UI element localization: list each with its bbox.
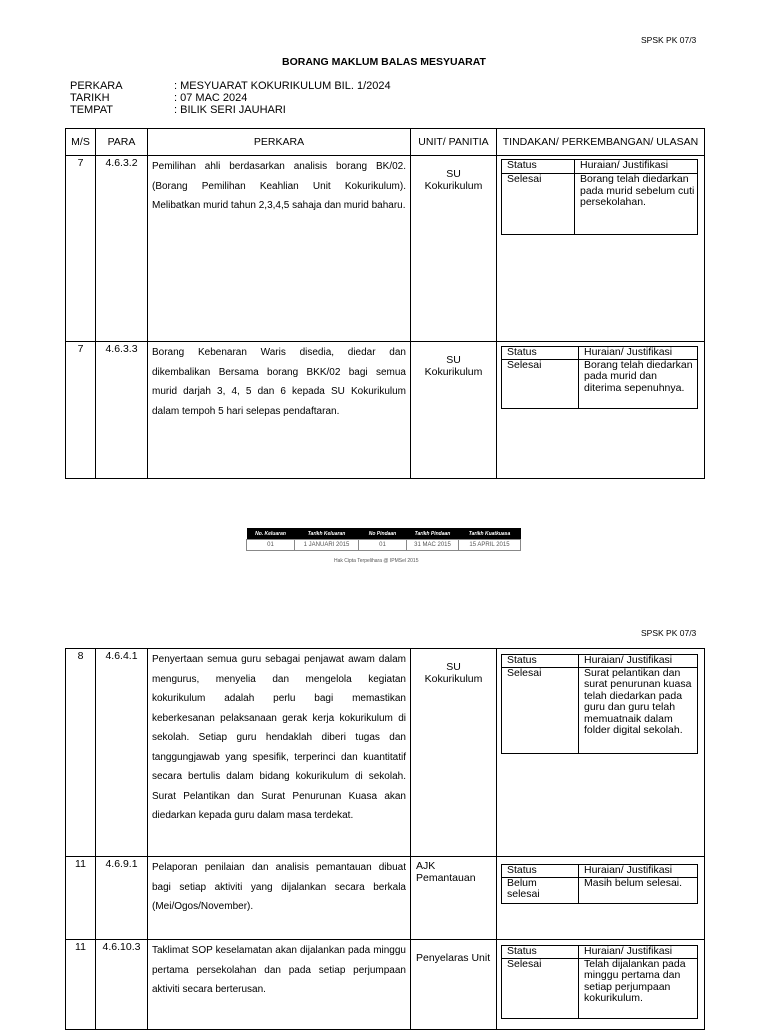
table-row — [66, 649, 705, 857]
table-header-row — [66, 129, 705, 156]
footer-value: 15 APRIL 2015 — [459, 540, 521, 551]
huraian-header: Huraian/ Justifikasi — [579, 655, 698, 668]
footer-value: 31 MAC 2015 — [407, 540, 459, 551]
row-perkara: Taklimat SOP keselamatan akan dijalankan pada minggu pertama persekolahan dan pada setiap perjumpaan aktiviti secara berterusan. — [148, 940, 411, 1030]
table-row — [66, 342, 705, 479]
unit-line: Kokurikulum — [424, 180, 483, 192]
footer-header: Tarikh Keluaran — [295, 528, 359, 540]
status-table — [501, 864, 698, 904]
header-tindakan: TINDAKAN/ PERKEMBANGAN/ ULASAN — [497, 129, 705, 156]
row-unit — [411, 342, 497, 479]
footer-header: No. Keluaran — [247, 528, 295, 540]
meta-row-tarikh — [70, 92, 391, 104]
huraian-value: Masih belum selesai. — [579, 877, 698, 903]
unit-line: SU — [446, 168, 461, 180]
status-header: Status — [502, 946, 579, 959]
row-perkara: Pelaporan penilaian dan analisis pemantauan dibuat bagi setiap aktiviti yang dijalankan secara berkala (Mei/Ogos/November). — [148, 857, 411, 940]
huraian-header: Huraian/ Justifikasi — [579, 865, 698, 878]
doc-code: SPSK PK 07/3 — [641, 35, 697, 45]
table-row — [66, 857, 705, 940]
row-unit — [411, 940, 497, 1030]
unit-line: Kokurikulum — [424, 673, 483, 685]
doc-code-page2: SPSK PK 07/3 — [641, 628, 697, 638]
row-perkara: Borang Kebenaran Waris disedia, diedar dan dikembalikan Bersama borang BKK/02 bagi semua murid darjah 3, 4, 5 dan 6 kepada SU Kokurikulum dalam tempoh 5 hari selepas pendaftaran. — [148, 342, 411, 479]
meta-label: TARIKH — [70, 92, 110, 104]
meta-label: PERKARA — [70, 80, 123, 92]
row-tindakan — [497, 649, 705, 857]
huraian-value: Borang telah diedarkan pada murid dan diterima sepenuhnya. — [579, 359, 698, 408]
row-unit — [411, 857, 497, 940]
status-value: Belum selesai — [502, 877, 579, 903]
footer-header: No Pindaan — [359, 528, 407, 540]
document-control-table — [246, 528, 521, 551]
footer-value: 01 — [359, 540, 407, 551]
row-perkara: Pemilihan ahli berdasarkan analisis borang BK/02. (Borang Pemilihan Keahlian Unit Kokurikulum). Melibatkan murid tahun 2,3,4,5 sahaja dan murid baharu. — [148, 156, 411, 342]
footer-value-row — [247, 540, 521, 551]
header-para: PARA — [96, 129, 148, 156]
status-header: Status — [502, 160, 575, 174]
row-ms: 11 — [66, 857, 96, 940]
status-table — [501, 346, 698, 409]
unit-line: Kokurikulum — [424, 366, 483, 378]
huraian-value: Telah dijalankan pada minggu pertama dan setiap perjumpaan kokurikulum. — [579, 958, 698, 1018]
status-value: Selesai — [502, 958, 579, 1018]
meta-value: : 07 MAC 2024 — [174, 92, 248, 104]
status-table — [501, 945, 698, 1019]
status-table — [501, 159, 698, 235]
meta-value: : MESYUARAT KOKURIKULUM BIL. 1/2024 — [174, 80, 391, 92]
unit-line: Penyelaras Unit — [416, 952, 491, 964]
table-row — [66, 156, 705, 342]
unit-line: SU — [446, 354, 461, 366]
table-row — [66, 940, 705, 1030]
form-title: BORANG MAKLUM BALAS MESYUARAT — [282, 56, 486, 68]
row-perkara: Penyertaan semua guru sebagai penjawat awam dalam mengurus, menyelia dan mengelola kegiatan kokurikulum adalah perlu bagi memastikan keberkesanan pelaksanaan gerak kerja kokurikulum di sekolah. Setiap guru hendaklah diberi tugas dan tanggungjawab yang spesifik, terperinci dan kuantitatif secara bertulis dalam bidang kokurikulum di sekolah. Surat Pelantikan dan Surat Penurunan Kuasa akan diedarkan kepada guru dalam masa terdekat. — [148, 649, 411, 857]
huraian-value: Surat pelantikan dan surat penurunan kuasa telah diedarkan pada guru dan guru telah memuatnaik dalam folder digital sekolah. — [579, 667, 698, 753]
huraian-value: Borang telah diedarkan pada murid sebelum cuti persekolahan. — [575, 174, 698, 235]
meta-value: : BILIK SERI JAUHARI — [174, 104, 286, 116]
row-ms: 8 — [66, 649, 96, 857]
status-header: Status — [502, 347, 579, 360]
status-table — [501, 654, 698, 754]
copyright-note: Hak Cipta Terpelihara @ IPMSel 2015 — [334, 558, 419, 564]
unit-line: AJK — [416, 860, 436, 872]
footer-header: Tarikh Kuatkuasa — [459, 528, 521, 540]
meta-label: TEMPAT — [70, 104, 113, 116]
row-para: 4.6.3.3 — [96, 342, 148, 479]
row-para: 4.6.9.1 — [96, 857, 148, 940]
row-unit — [411, 156, 497, 342]
minutes-table-page2 — [65, 648, 705, 1030]
row-para: 4.6.10.3 — [96, 940, 148, 1030]
row-ms: 7 — [66, 156, 96, 342]
footer-value: 01 — [247, 540, 295, 551]
row-para: 4.6.4.1 — [96, 649, 148, 857]
row-tindakan — [497, 156, 705, 342]
row-unit — [411, 649, 497, 857]
footer-value: 1 JANUARI 2015 — [295, 540, 359, 551]
row-para: 4.6.3.2 — [96, 156, 148, 342]
huraian-header: Huraian/ Justifikasi — [579, 347, 698, 360]
header-ms: M/S — [66, 129, 96, 156]
meeting-meta — [70, 80, 391, 116]
status-header: Status — [502, 655, 579, 668]
huraian-header: Huraian/ Justifikasi — [579, 946, 698, 959]
footer-header: Tarikh Pindaan — [407, 528, 459, 540]
footer-header-row — [247, 528, 521, 540]
row-tindakan — [497, 342, 705, 479]
row-tindakan — [497, 940, 705, 1030]
status-header: Status — [502, 865, 579, 878]
status-value: Selesai — [502, 174, 575, 235]
status-value: Selesai — [502, 667, 579, 753]
header-perkara: PERKARA — [148, 129, 411, 156]
minutes-table-page1 — [65, 128, 705, 479]
huraian-header: Huraian/ Justifikasi — [575, 160, 698, 174]
unit-line: Pemantauan — [416, 872, 476, 884]
row-tindakan — [497, 857, 705, 940]
meta-row-tempat — [70, 104, 391, 116]
header-unit: UNIT/ PANITIA — [411, 129, 497, 156]
row-ms: 11 — [66, 940, 96, 1030]
unit-line: SU — [446, 661, 461, 673]
meta-row-perkara — [70, 80, 391, 92]
row-ms: 7 — [66, 342, 96, 479]
status-value: Selesai — [502, 359, 579, 408]
